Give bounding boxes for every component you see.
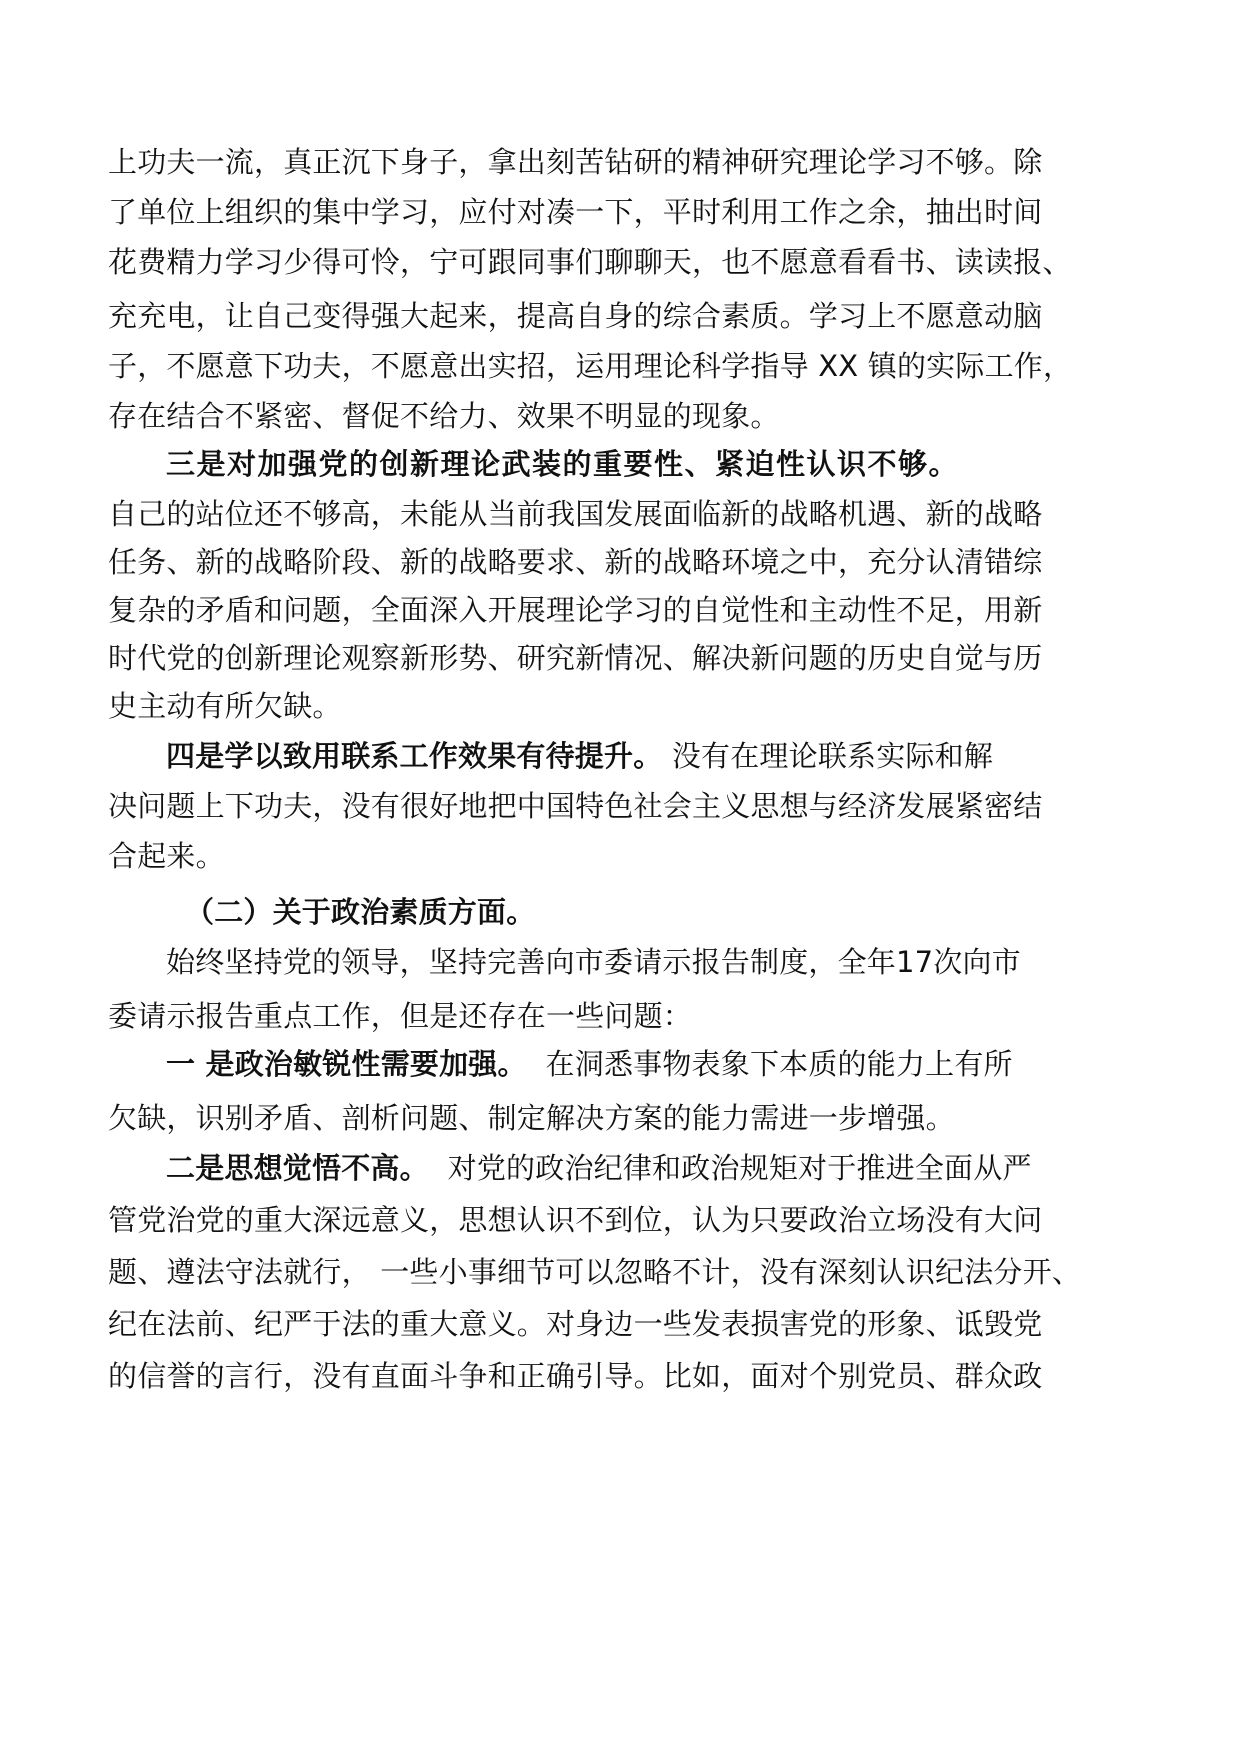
body-text-line: 时代党的创新理论观察新形势、研究新情况、解决新问题的历史自觉与历 (108, 641, 1043, 675)
body-text-line: 纪在法前、纪严于法的重大意义。对身边一些发表损害党的形象、诋毁党 (108, 1307, 1043, 1341)
body-text-line: 花费精力学习少得可怜，宁可跟同事们聊聊天，也不愿意看看书、读读报、 (108, 245, 1072, 279)
body-text-line: 充充电，让自己变得强大起来，提高自身的综合素质。学习上不愿意动脑 (108, 299, 1043, 333)
paragraph-text: 没有在理论联系实际和解 (662, 739, 994, 773)
body-text-line: 委请示报告重点工作，但是还存在一些问题： (108, 999, 693, 1033)
body-text-line: 任务、新的战略阶段、新的战略要求、新的战略环境之中，充分认清错综 (108, 545, 1043, 579)
section-heading-one: 一 是政治敏锐性需要加强。 (166, 1047, 527, 1081)
section-heading-three: 三是对加强党的创新理论武装的重要性、紧迫性认识不够。 (166, 447, 960, 481)
paragraph-four-first-line (166, 738, 993, 774)
body-text-line: 欠缺，识别矛盾、剖析问题、制定解决方案的能力需进一步增强。 (108, 1101, 955, 1135)
body-text-line: 上功夫一流，真正沉下身子，拿出刻苦钻研的精神研究理论学习不够。除 (108, 145, 1043, 179)
body-text-line: 存在结合不紧密、督促不给力、效果不明显的现象。 (108, 399, 780, 433)
body-text-line: 子，不愿意下功夫，不愿意出实招，运用理论科学指导 XX 镇的实际工作， (108, 349, 1073, 383)
body-text-line: 了单位上组织的集中学习，应付对凑一下，平时利用工作之余，抽出时间 (108, 195, 1043, 229)
body-text-line: 管党治党的重大深远意义，思想认识不到位，认为只要政治立场没有大问 (108, 1203, 1043, 1237)
body-text-line: 决问题上下功夫，没有很好地把中国特色社会主义思想与经济发展紧密结 (108, 789, 1043, 823)
body-text-line: 史主动有所欠缺。 (108, 689, 342, 723)
section-heading-four: 四是学以致用联系工作效果有待提升。 (166, 739, 663, 773)
body-text-line: 合起来。 (108, 839, 225, 873)
paragraph-text: 在洞悉事物表象下本质的能力上有所 (526, 1047, 1013, 1081)
section-subtitle: （二）关于政治素质方面。 (185, 895, 536, 929)
body-text-line: 复杂的矛盾和问题，全面深入开展理论学习的自觉性和主动性不足，用新 (108, 593, 1043, 627)
paragraph-one-first-line (166, 1046, 1013, 1082)
paragraph-text: 对党的政治纪律和政治规矩对于推进全面从严 (428, 1151, 1032, 1185)
body-text-line: 的信誉的言行，没有直面斗争和正确引导。比如，面对个别党员、群众政 (108, 1359, 1043, 1393)
body-text-line: 始终坚持党的领导，坚持完善向市委请示报告制度，全年17次向市 (166, 945, 1021, 979)
section-heading-two: 二是思想觉悟不高。 (166, 1151, 429, 1185)
body-text-line: 自己的站位还不够高，未能从当前我国发展面临新的战略机遇、新的战略 (108, 497, 1043, 531)
paragraph-two-first-line (166, 1150, 1032, 1186)
body-text-line: 题、遵法守法就行， 一些小事细节可以忽略不计，没有深刻认识纪法分开、 (108, 1255, 1082, 1289)
